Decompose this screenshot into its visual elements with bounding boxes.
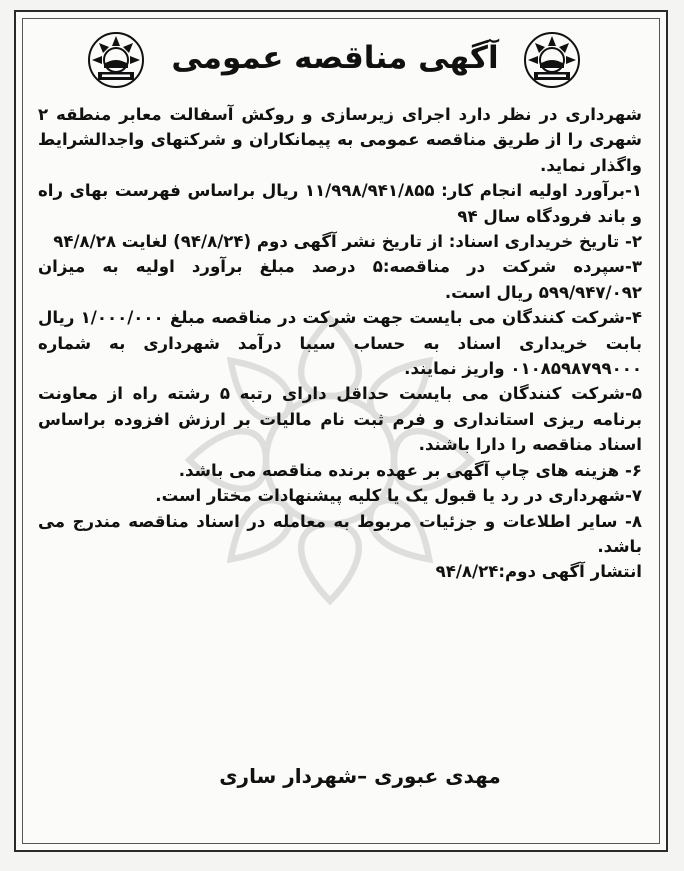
municipality-logo-left-icon bbox=[86, 30, 146, 90]
notice-item-3: ۳-سپرده شرکت در مناقصه:۵ درصد مبلغ برآورد اولیه به میزان ۵۹۹/۹۴۷/۰۹۲ ریال است. bbox=[38, 257, 643, 302]
notice-body bbox=[38, 102, 642, 585]
notice-item-6: ۶- هزینه های چاپ آگهی بر عهده برنده مناقصه می باشد. bbox=[178, 460, 642, 480]
signature: مهدی عبوری –شهردار ساری bbox=[219, 764, 501, 788]
notice-item-4: ۴-شرکت کنندگان می بایست جهت شرکت در مناقصه مبلغ ۱/۰۰۰/۰۰۰ ریال بابت خریداری اسناد به حساب سیبا درآمد شهرداری به شماره ۰۱۰۸۵۹۸۷۹۹۰۰۰ واریز نمایند. bbox=[38, 308, 642, 379]
notice-item-2: ۲- تاریخ خریداری اسناد: از تاریخ نشر آگهی دوم (۹۴/۸/۲۴) لغایت ۹۴/۸/۲۸ bbox=[53, 232, 642, 252]
notice-item-7: ۷-شهرداری در رد یا قبول یک یا کلیه پیشنهادات مختار است. bbox=[155, 486, 642, 506]
municipality-logo-right-icon bbox=[522, 30, 582, 90]
notice-item-1: ۱-برآورد اولیه انجام کار: ۱۱/۹۹۸/۹۴۱/۸۵۵ ریال براساس فهرست بهای راه و باند فرودگاه سال ۹۴ bbox=[38, 181, 642, 226]
notice-title: آگهی مناقصه عمومی bbox=[171, 40, 499, 76]
notice-item-8: ۸- سایر اطلاعات و جزئیات مربوط به معامله در اسناد مناقصه مندرج می باشد. bbox=[38, 511, 642, 556]
notice-intro: شهرداری در نظر دارد اجرای زیرسازی و روکش آسفالت معابر منطقه ۲ شهری را از طریق مناقصه عمومی به پیمانکاران و شرکتهای واجدالشرایط واگذار نماید. bbox=[38, 105, 642, 175]
publication-date: انتشار آگهی دوم:۹۴/۸/۲۴ bbox=[435, 562, 642, 582]
notice-item-5: ۵-شرکت کنندگان می بایست حداقل دارای رتبه ۵ رشته راه از معاونت برنامه ریزی استانداری و فرم ثبت نام مالیات بر ارزش افزوده براساس اسناد مناقصه را دارا باشند. bbox=[38, 384, 643, 455]
